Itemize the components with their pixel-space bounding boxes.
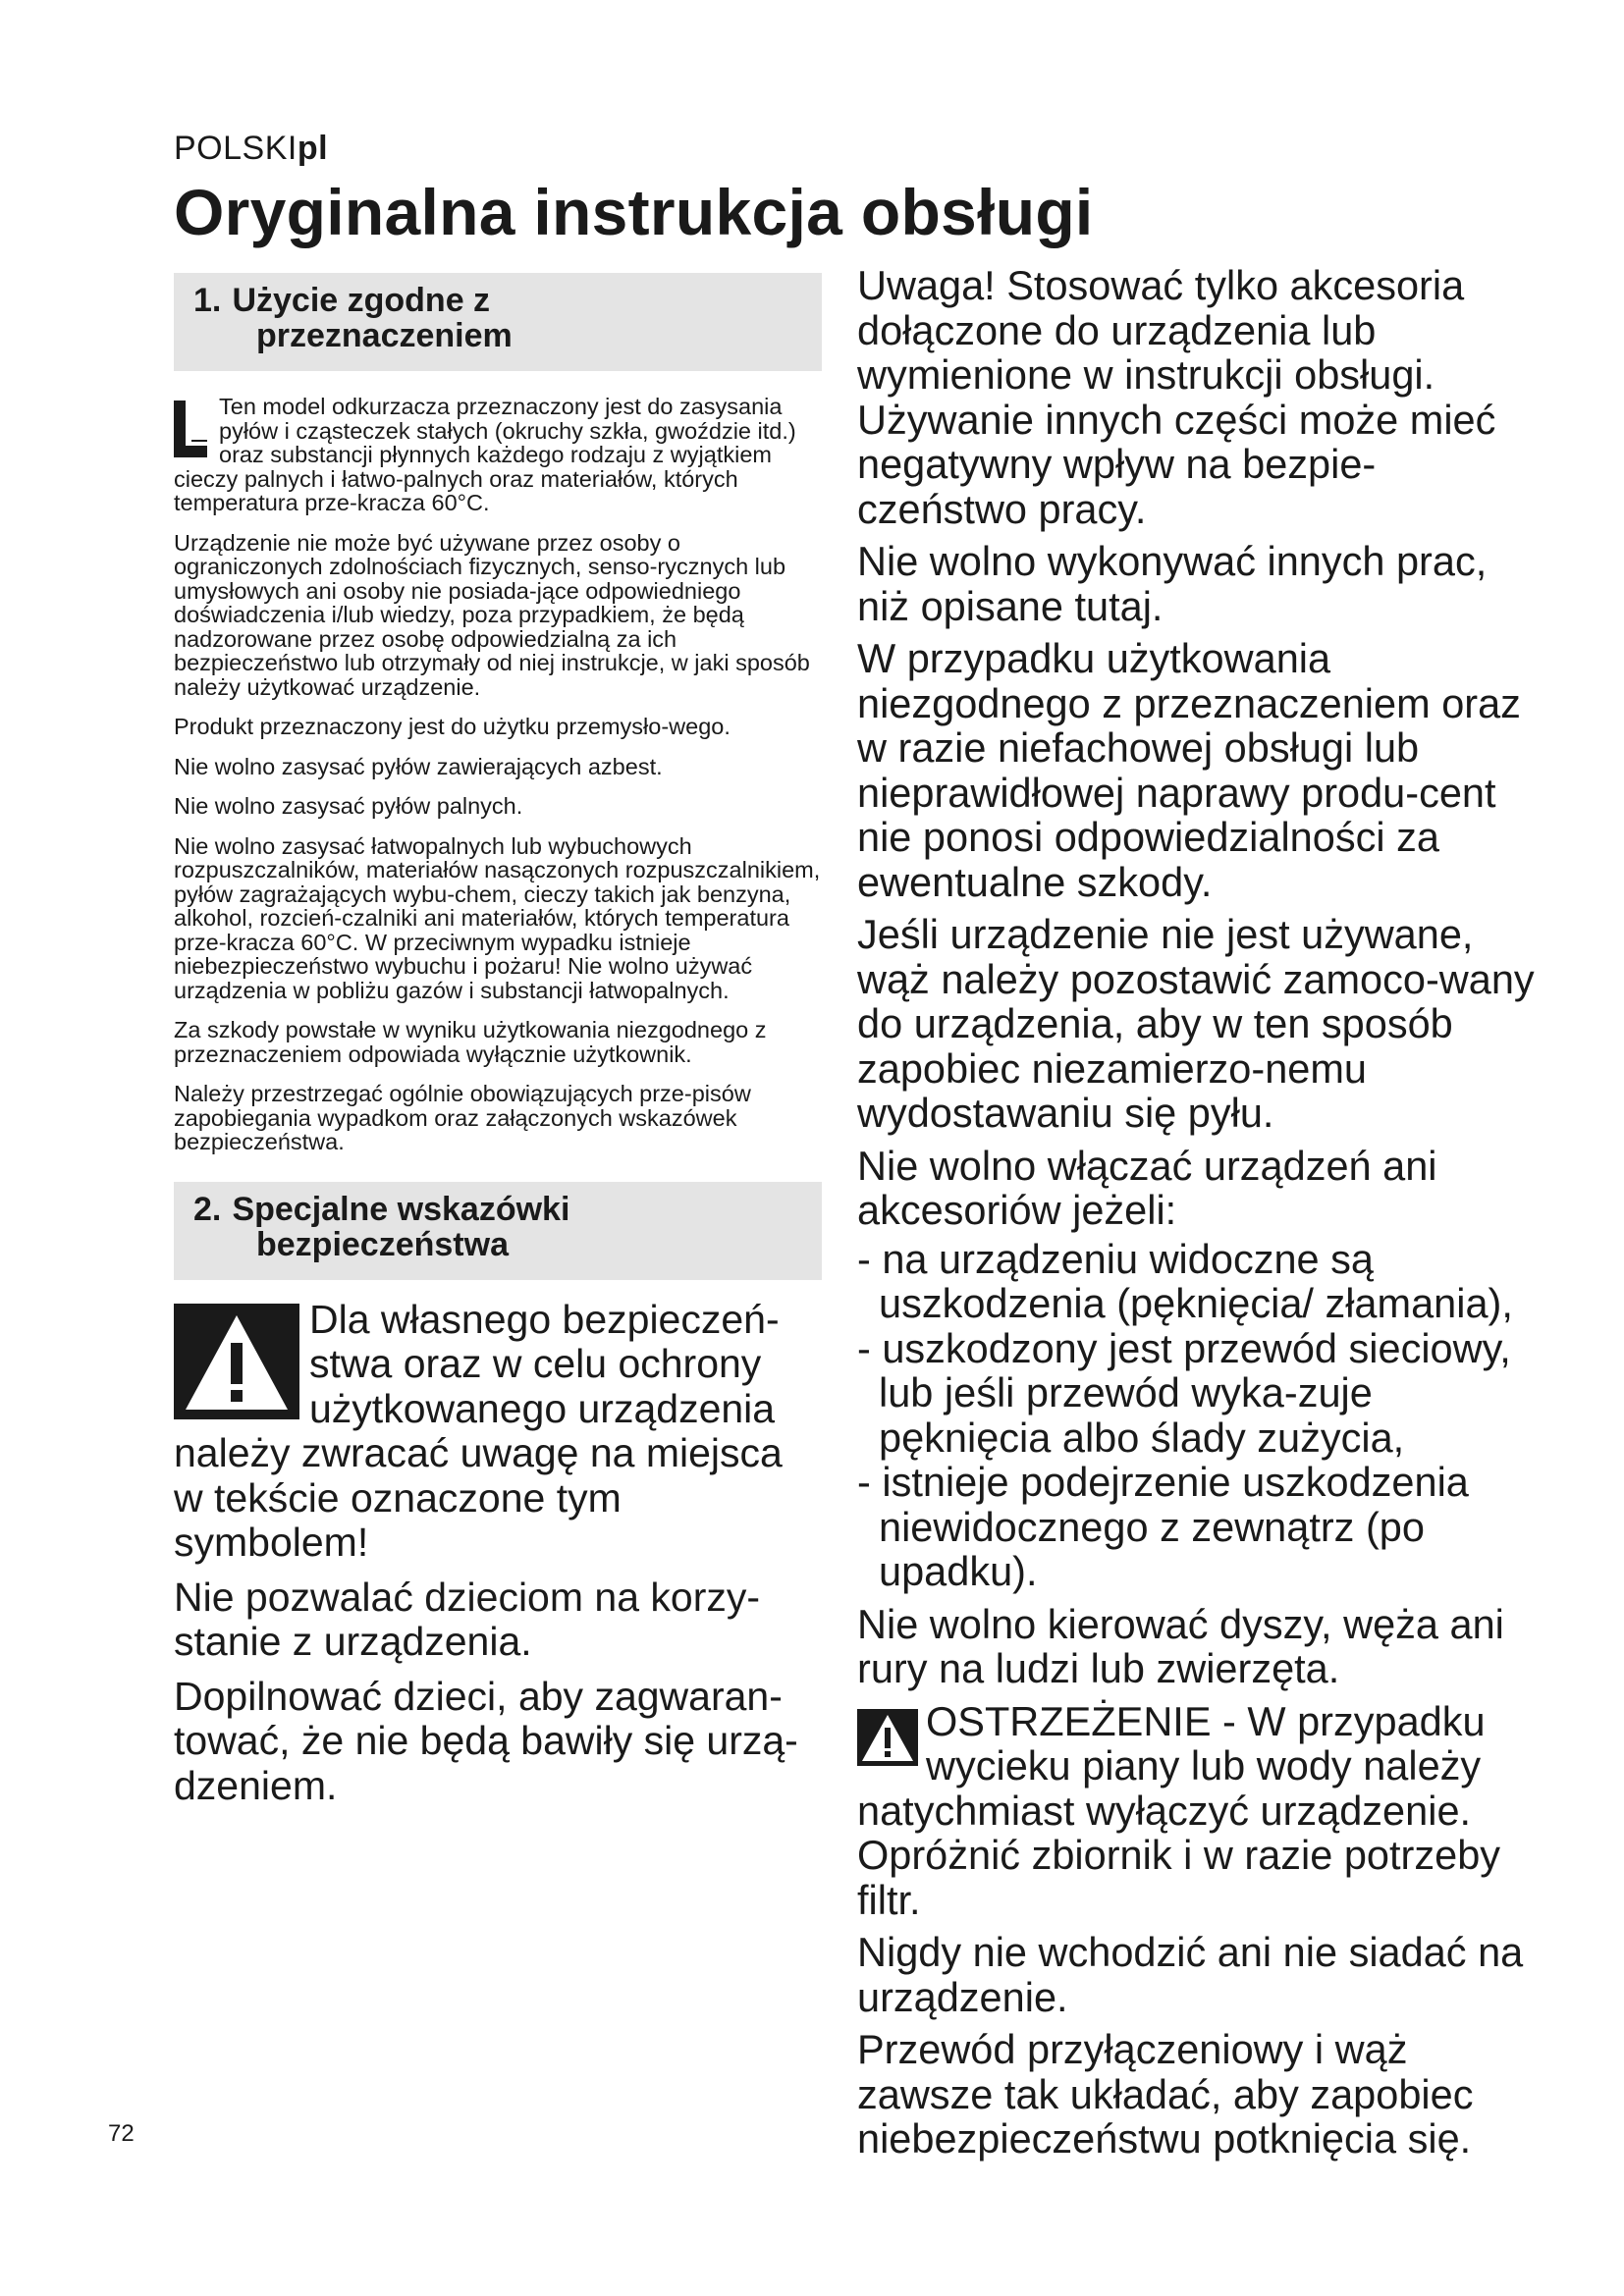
condition-list [857,1237,1544,1594]
paragraph: Uwaga! Stosować tylko akcesoria dołączone do urządzenia lub wymienione w instrukcji obsługi. Używanie innych części może mieć negatywny wpływ na bezpie-czeństwo pracy. [857,262,1496,532]
section-1-number: 1. [193,282,222,319]
paragraph: Przewód przyłączeniowy i wąż zawsze tak układać, aby zapobiec niebezpieczeństwu potknięcia się. [857,2026,1474,2162]
paragraph: Nie wolno zasysać łatwopalnych lub wybuchowych rozpuszczalników, materiałów nasączonych rozpuszczalnikiem, pyłów zagrażających wybu-chem, cieczy takich jak benzyna, alkohol, rozcień-czalniki ani materiałów, których temperatura prze-kracza 60°C. W przeciwnym wypadku istnieje niebezpieczeństwo wybuchu i pożaru! Nie wolno używać urządzenia w pobliżu gazów i substancji łatwopalnych. [174,832,821,1003]
paragraph: Dla własnego bezpieczeń-stwa oraz w celu ochrony użytkowanego urządzenia należy zwracać uwagę na miejsca w tekście oznaczone tym symbolem! [174,1296,783,1565]
paragraph: Nie wolno kierować dyszy, węża ani rury na ludzi lub zwierzęta. [857,1600,1504,1691]
section-2-heading [174,1182,822,1280]
paragraph: Ten model odkurzacza przeznaczony jest do zasysania pyłów i cząsteczek stałych (okruchy szkła, gwoździe itd.) oraz substancji płynnych każdego rodzaju z wyjątkiem cieczy palnych i łatwo-palnych oraz materiałów, których temperatura prze-kracza 60°C. [174,394,796,515]
warning-paragraph: OSTRZEŻENIE - W przypadku wycieku piany lub wody należy natychmiast wyłączyć urządzenie. Opróżnić zbiornik i w razie potrzeby filtr. [857,1697,1501,1923]
list-item: - na urządzeniu widoczne są uszkodzenia (pęknięcia/ złamania), [857,1235,1513,1326]
section-1-title-line2: przeznaczeniem [256,317,513,354]
section-2-title-line1: Specjalne wskazówki [232,1190,570,1228]
paragraph: Za szkody powstałe w wyniku użytkowania niezgodnego z przeznaczeniem odpowiada wyłącznie użytkownik. [174,1017,767,1067]
paragraph: Dopilnować dzieci, aby zagwaran-tować, że nie będą bawiły się urzą-dzeniem. [174,1673,798,1808]
paragraph: Nie wolno zasysać pyłów palnych. [174,793,523,819]
paragraph: Jeśli urządzenie nie jest używane, wąż należy pozostawić zamoco-wany do urządzenia, aby w ten sposób zapobiec niezamierzo-nemu wydostawaniu się pyłu. [857,911,1535,1136]
warning-triangle-icon [857,1709,918,1766]
paragraph: Nie wolno zasysać pyłów zawierających azbest. [174,753,663,779]
page-title: Oryginalna instrukcja obsługi [174,176,1094,248]
language-label [174,130,328,168]
right-column [857,263,1544,2169]
paragraph: Nie wolno włączać urządzeń ani akcesoriów jeżeli: [857,1142,1437,1233]
list-item: - istnieje podejrzenie uszkodzenia niewidocznego z zewnątrz (po upadku). [857,1459,1469,1594]
paragraph: Nigdy nie wchodzić ani nie siadać na urządzenie. [857,1929,1524,2020]
language-name: POLSKI [174,130,298,167]
section-1-title-line1: Użycie zgodne z [232,282,491,319]
section-1-heading [174,273,822,371]
left-column [174,273,822,1818]
paragraph: W przypadku użytkowania niezgodnego z przeznaczeniem oraz w razie niefachowej obsługi lub nieprawidłowej naprawy produ-cent nie ponosi odpowiedzialności za ewentualne szkody. [857,635,1521,905]
paragraph: Produkt przeznaczony jest do użytku przemysło-wego. [174,714,731,739]
section-2-title-line2: bezpieczeństwa [256,1225,509,1263]
warning-triangle-icon [174,1304,299,1419]
paragraph: Należy przestrzegać ogólnie obowiązujących prze-pisów zapobiegania wypadkom oraz załączonych wskazówek bezpieczeństwa. [174,1081,751,1154]
language-code: pl [297,130,329,167]
paragraph: Nie pozwalać dzieciom na korzy-stanie z urządzenia. [174,1574,761,1664]
list-item: - uszkodzony jest przewód sieciowy, lub jeśli przewód wyka-zuje pęknięcia albo ślady zużycia, [857,1324,1511,1461]
section-2-number: 2. [193,1190,222,1228]
dropcap-l-icon [174,400,207,457]
page-number: 72 [108,2120,135,2147]
paragraph: Nie wolno wykonywać innych prac, niż opisane tutaj. [857,538,1488,629]
paragraph: Urządzenie nie może być używane przez osoby o ograniczonych zdolnościach fizycznych, senso-rycznych lub umysłowych ani osoby nie posiada-jące odpowiedniego doświadczenia i/lub wiedzy, poza przypadkiem, że będą nadzorowane przez osobę odpowiedzialną za ich bezpieczeństwo lub otrzymały od niej instrukcje, w jaki sposób należy użytkować urządzenie. [174,529,810,700]
